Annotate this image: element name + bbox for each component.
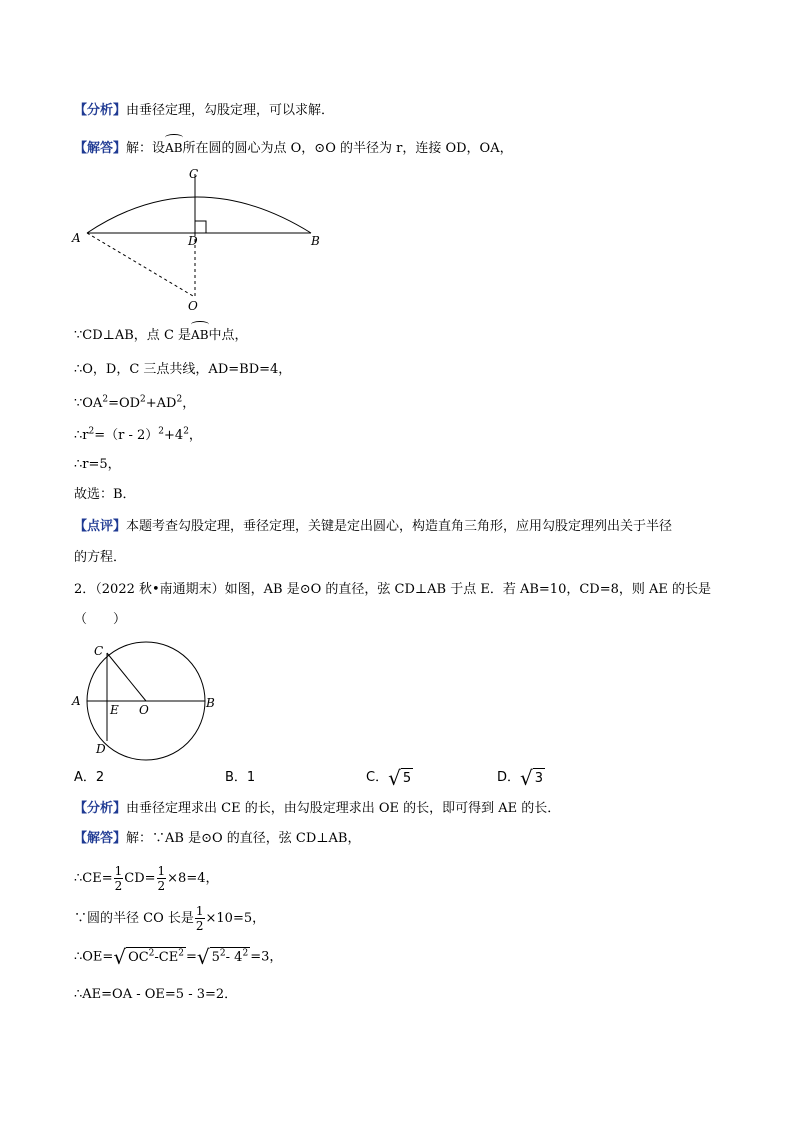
q2-step-1: ∴CE= $\frac{1}{2}$ CD= $\frac{1}{2}$ ×8=4， xyxy=(74,864,219,893)
step-3: $\because OA^2=OD^2+AD^2$， xyxy=(74,394,196,411)
label-e: E xyxy=(110,703,119,717)
fraction-half-2: $\frac{1}{2}$ xyxy=(157,864,166,893)
question-2-paren: （ ） xyxy=(74,612,127,627)
fraction-half: $\frac{1}{2}$ xyxy=(114,864,123,893)
right-angle-mark xyxy=(195,221,206,233)
step-5: ∴r=5， xyxy=(74,457,121,472)
comment-line-2: 的方程． xyxy=(74,550,127,565)
analysis-line-1 xyxy=(74,102,334,120)
fraction-half-3: $\frac{1}{2}$ xyxy=(195,904,204,933)
answer-line-1: 【解答】解：设AB所在圆的圆心为点 O，⊙O 的半径为 r，连接 OD，OA， xyxy=(74,141,513,156)
label-o: O xyxy=(188,299,198,313)
sqrt-oc-ce: √ $OC^2-CE^2$ xyxy=(113,945,184,969)
arc-ab-2: AB xyxy=(191,328,209,342)
label-o: O xyxy=(139,703,149,717)
option-b[interactable]: B．1 xyxy=(225,770,256,785)
figure-arc-diagram xyxy=(68,162,338,314)
label-d: D xyxy=(96,742,106,756)
segment-co xyxy=(107,653,146,701)
question-2-stem: 2．（2022 秋•南通期末）如图，AB 是⊙O 的直径，弦 CD⊥AB 于点 E．若 AB=10，CD=8，则 AE 的长是 xyxy=(74,582,712,597)
comment-tag: 【点评】 xyxy=(74,519,127,534)
segment-ao xyxy=(87,233,193,296)
analysis-tag: 【分析】 xyxy=(74,103,127,118)
q2-step-4: ∴AE=OA - OE=5 - 3=2． xyxy=(74,987,238,1002)
figure-circle-diagram xyxy=(68,633,228,761)
sqrt-3: √ 3 xyxy=(520,765,544,790)
sqrt-5-4: √ $5^2-$ $4^2$ xyxy=(196,945,249,969)
comment-line-1: 【点评】本题考查勾股定理，垂径定理，关键是定出圆心，构造直角三角形，应用勾股定理列出关于半径 xyxy=(74,519,673,534)
option-a[interactable]: A．2 xyxy=(74,770,105,785)
q2-answer-tag: 【解答】 xyxy=(74,831,127,846)
sqrt-5: √ 5 xyxy=(388,765,412,790)
option-d[interactable]: D． √ 3 xyxy=(497,765,544,790)
choose-line: 故选：B． xyxy=(74,487,136,502)
label-b: B xyxy=(311,234,320,248)
step-4: $\therefore r^2=(r - 2)^2+4^2$， xyxy=(74,426,202,443)
arc-acb xyxy=(87,197,311,233)
label-c: C xyxy=(189,167,199,181)
step-1: ∵CD⊥AB，点 C 是AB中点， xyxy=(74,328,248,343)
step-2: ∴O，D，C 三点共线，AD=BD=4， xyxy=(74,362,292,377)
label-d: D xyxy=(188,234,198,248)
answer-tag: 【解答】 xyxy=(74,141,127,156)
label-c: C xyxy=(94,644,104,658)
q2-analysis-tag: 【分析】 xyxy=(74,801,127,816)
label-a: A xyxy=(72,231,81,245)
q2-answer-line: 【解答】解：∵AB 是⊙O 的直径，弦 CD⊥AB， xyxy=(74,831,361,846)
q2-step-3: ∴OE= √ $OC^2-CE^2$ = √ $5^2-$ $4^2$ =3， xyxy=(74,945,283,969)
q2-analysis-line: 【分析】由垂径定理求出 CE 的长，由勾股定理求出 OE 的长，即可得到 AE 的长． xyxy=(74,801,561,816)
label-a: A xyxy=(72,694,81,708)
arc-ab: AB xyxy=(165,141,183,155)
q2-step-2: ∵圆的半径 CO 长是 $\frac{1}{2}$ ×10=5， xyxy=(74,904,266,933)
option-c[interactable]: C． √ 5 xyxy=(366,765,412,790)
analysis-text: 由垂径定理，勾股定理，可以求解． xyxy=(126,103,335,118)
label-b: B xyxy=(206,696,215,710)
